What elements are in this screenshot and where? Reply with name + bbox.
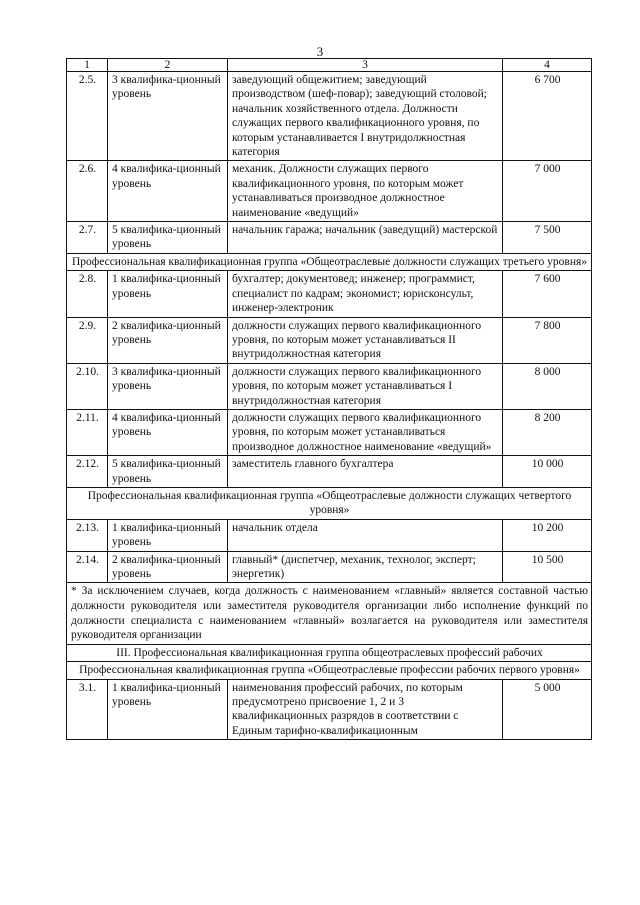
positions-list: заместитель главного бухгалтера [228, 456, 503, 488]
positions-list: начальник гаража; начальник (заведущий) мастерской [228, 222, 503, 254]
positions-list: бухгалтер; документовед; инженер; программист, специалист по кадрам; экономист; юрисконсульт, инженер-электроник [228, 271, 503, 317]
salary-table [66, 58, 592, 740]
qualification-level: 3 квалифика-ционный уровень [108, 363, 228, 409]
table-row [67, 363, 592, 409]
row-number: 2.14. [67, 551, 108, 583]
salary-value: 6 700 [503, 72, 592, 161]
salary-value: 8 200 [503, 409, 592, 455]
table-row [67, 679, 592, 740]
footnote-row [67, 583, 592, 644]
header-cell: 3 [228, 59, 503, 72]
positions-list: должности служащих первого квалификационного уровня, по которым может устанавливаться II внутридолжностная категория [228, 317, 503, 363]
qualification-level: 1 квалифика-ционный уровень [108, 519, 228, 551]
row-number: 2.12. [67, 456, 108, 488]
group-row [67, 662, 592, 679]
table-row [67, 271, 592, 317]
section-title: III. Профессиональная квалификационная группа общеотраслевых профессий рабочих [67, 644, 592, 661]
salary-value: 10 500 [503, 551, 592, 583]
qualification-level: 4 квалифика-ционный уровень [108, 161, 228, 222]
row-number: 2.13. [67, 519, 108, 551]
section-row [67, 644, 592, 661]
salary-value: 10 000 [503, 456, 592, 488]
header-cell: 1 [67, 59, 108, 72]
salary-value: 5 000 [503, 679, 592, 740]
table-row [67, 551, 592, 583]
qualification-level: 2 квалифика-ционный уровень [108, 551, 228, 583]
table-row [67, 72, 592, 161]
qualification-level: 5 квалифика-ционный уровень [108, 222, 228, 254]
positions-list: наименования профессий рабочих, по которым предусмотрено присвоение 1, 2 и 3 квалификационных разрядов в соответствии с Единым тарифно-квалификационным [228, 679, 503, 740]
positions-list: начальник отдела [228, 519, 503, 551]
group-row [67, 487, 592, 519]
row-number: 2.9. [67, 317, 108, 363]
group-title: Профессиональная квалификационная группа «Общеотраслевые должности служащих четвертого уровня» [67, 487, 592, 519]
table-row [67, 222, 592, 254]
table-row [67, 317, 592, 363]
group-row [67, 253, 592, 270]
header-row [67, 59, 592, 72]
table-row [67, 409, 592, 455]
footnote: * За исключением случаев, когда должность с наименованием «главный» является составной частью должности руководителя или заместителя руководителя организации либо исполнение функций по должности специалиста с наименованием «главный» возлагается на руководителя или заместителя руководителя организации [67, 583, 592, 644]
qualification-level: 3 квалифика-ционный уровень [108, 72, 228, 161]
salary-value: 7 600 [503, 271, 592, 317]
row-number: 2.11. [67, 409, 108, 455]
row-number: 2.10. [67, 363, 108, 409]
row-number: 2.8. [67, 271, 108, 317]
positions-list: заведующий общежитием; заведующий производством (шеф-повар); заведующий столовой; начальник хозяйственного отдела. Должности служащих первого квалификационного уровня, по которым устанавливается I внутридолжностная категория [228, 72, 503, 161]
group-title: Профессиональная квалификационная группа «Общеотраслевые профессии рабочих первого уровня» [67, 662, 592, 679]
positions-list: должности служащих первого квалификационного уровня, по которым может устанавливаться производное должностное наименование «ведущий» [228, 409, 503, 455]
header-cell: 2 [108, 59, 228, 72]
qualification-level: 2 квалифика-ционный уровень [108, 317, 228, 363]
qualification-level: 1 квалифика-ционный уровень [108, 679, 228, 740]
row-number: 3.1. [67, 679, 108, 740]
row-number: 2.6. [67, 161, 108, 222]
positions-list: главный* (диспетчер, механик, технолог, эксперт; энергетик) [228, 551, 503, 583]
table-row [67, 519, 592, 551]
table-row [67, 456, 592, 488]
salary-value: 7 500 [503, 222, 592, 254]
page-number: 3 [316, 44, 324, 59]
salary-value: 7 800 [503, 317, 592, 363]
qualification-level: 5 квалифика-ционный уровень [108, 456, 228, 488]
salary-value: 7 000 [503, 161, 592, 222]
row-number: 2.7. [67, 222, 108, 254]
header-cell: 4 [503, 59, 592, 72]
positions-list: должности служащих первого квалификационного уровня, по которым может устанавливаться I внутридолжностная категория [228, 363, 503, 409]
group-title: Профессиональная квалификационная группа «Общеотраслевые должности служащих третьего уровня» [67, 253, 592, 270]
row-number: 2.5. [67, 72, 108, 161]
table-row [67, 161, 592, 222]
salary-value: 8 000 [503, 363, 592, 409]
qualification-level: 1 квалифика-ционный уровень [108, 271, 228, 317]
qualification-level: 4 квалифика-ционный уровень [108, 409, 228, 455]
positions-list: механик. Должности служащих первого квалификационного уровня, по которым может устанавливаться производное должностное наименование «ведущий» [228, 161, 503, 222]
salary-value: 10 200 [503, 519, 592, 551]
